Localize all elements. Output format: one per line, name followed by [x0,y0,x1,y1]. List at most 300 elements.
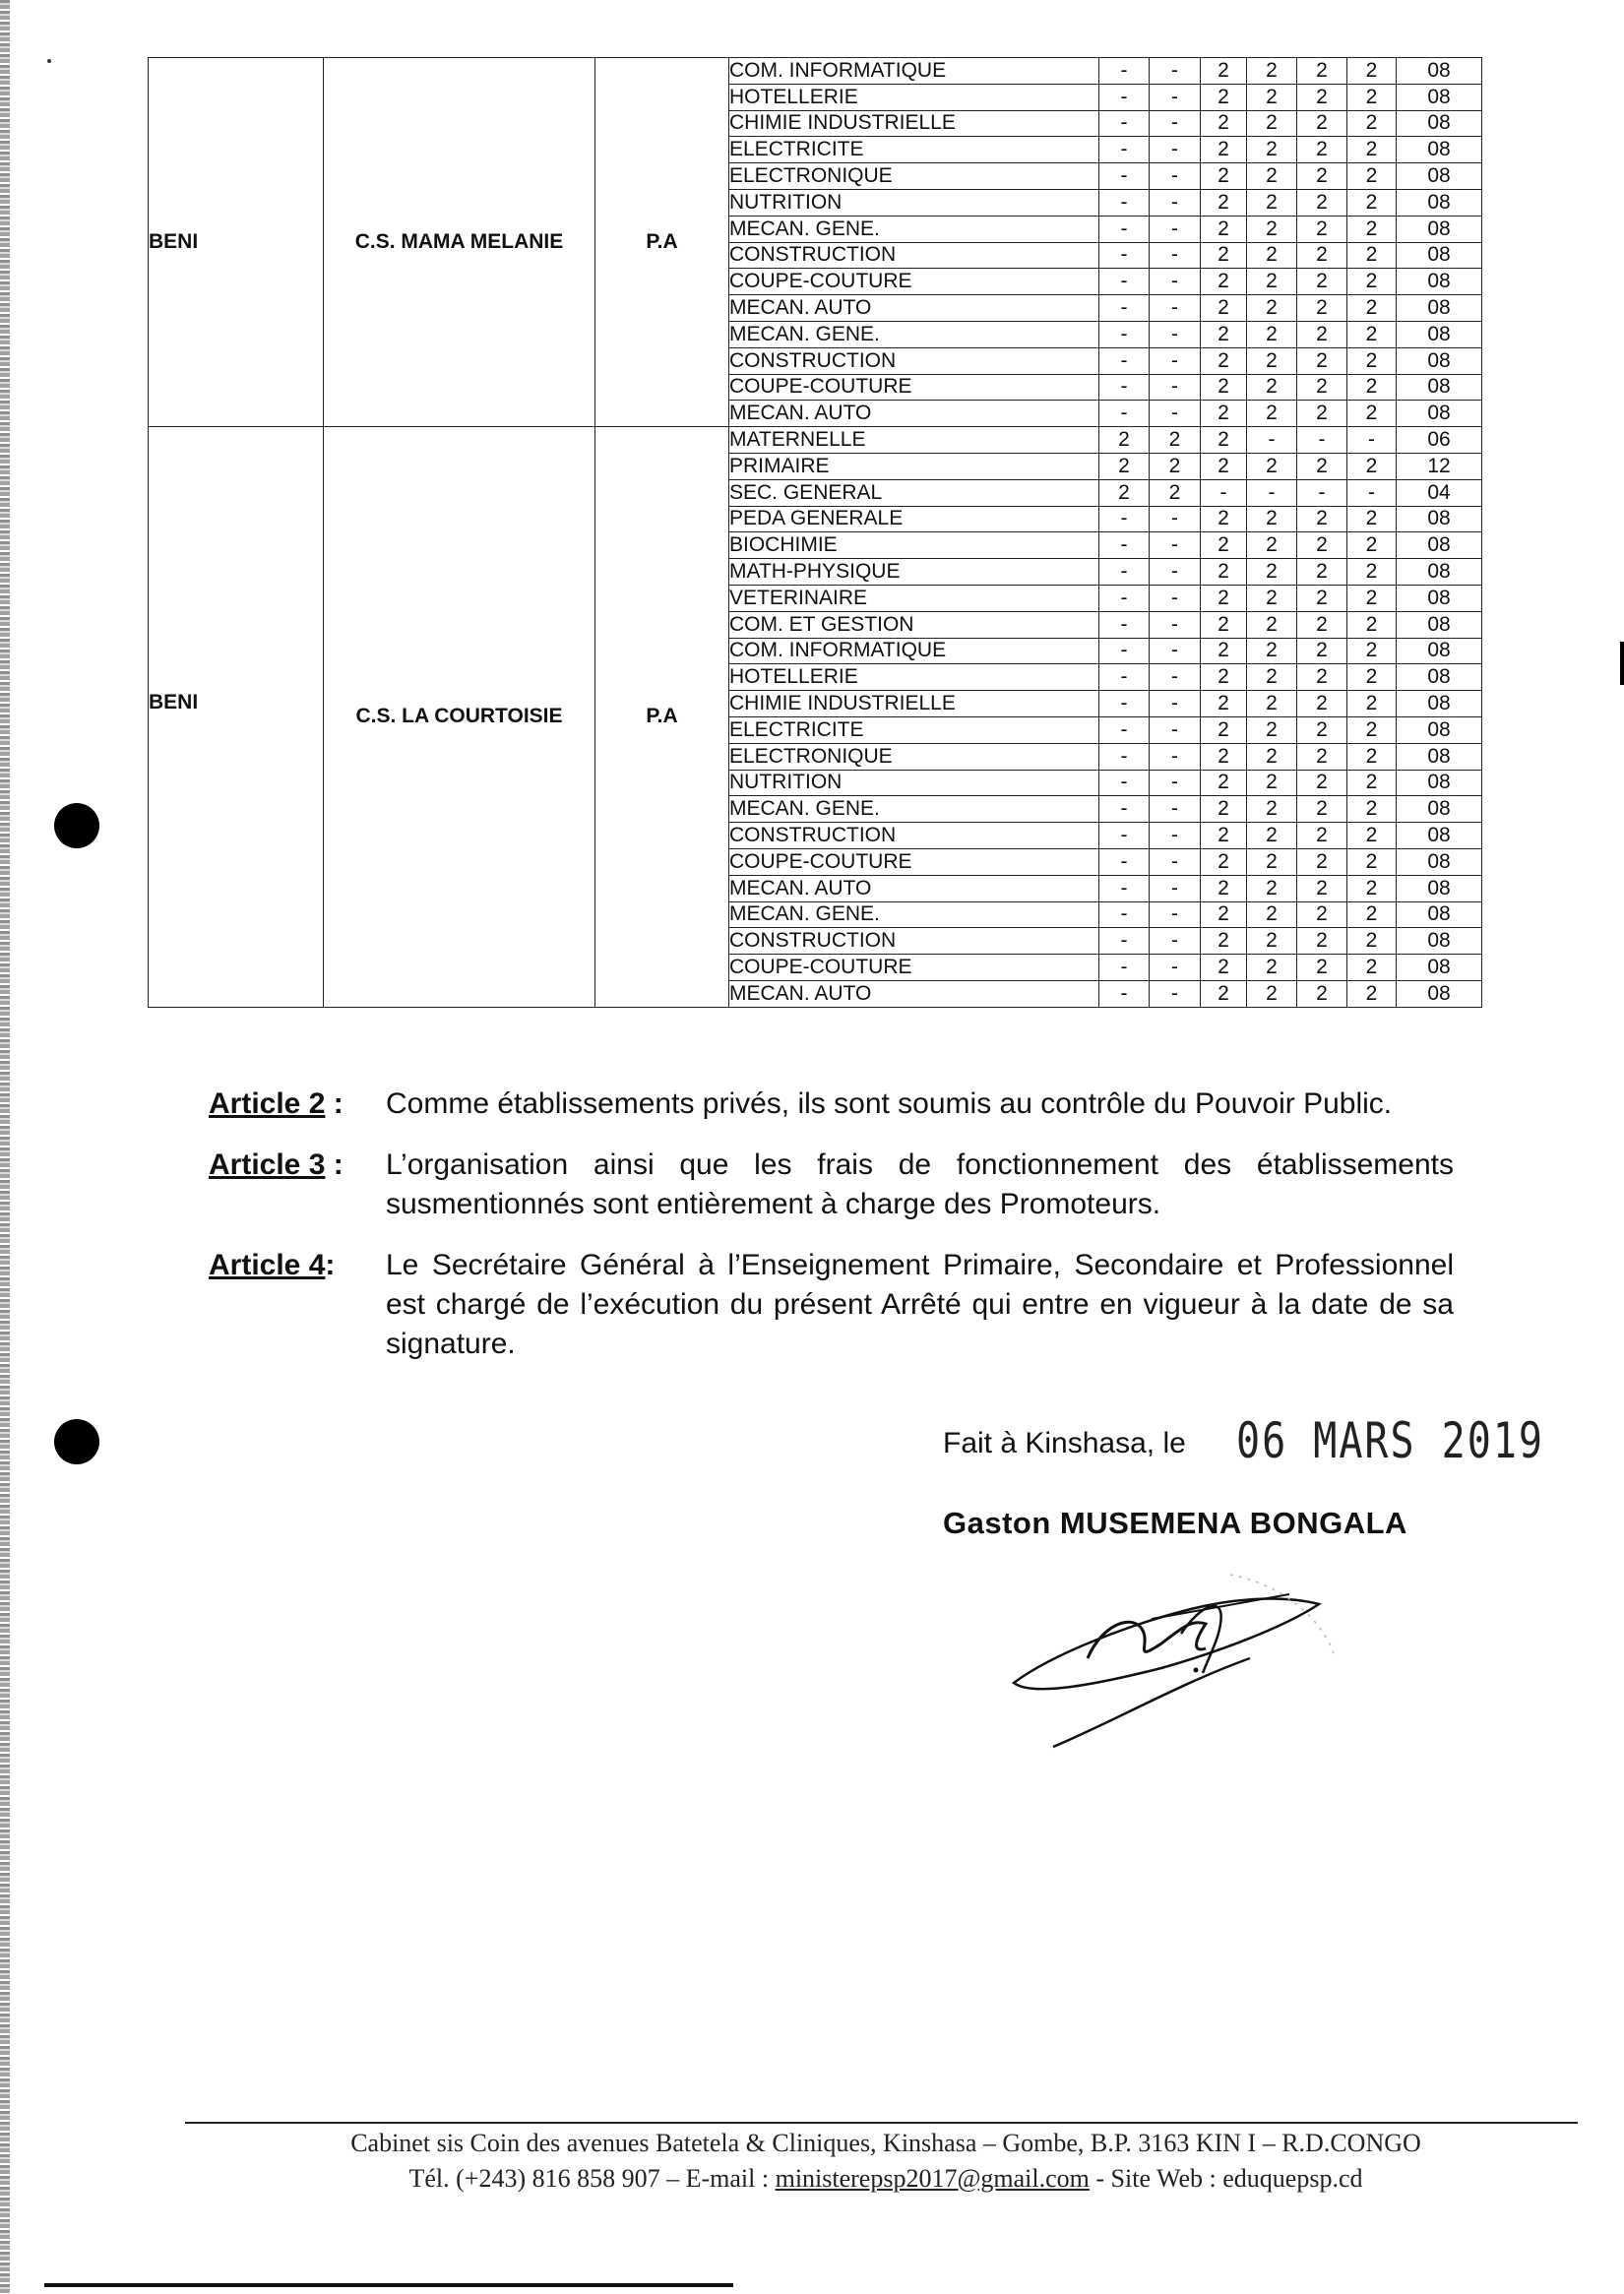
place-text: Fait à Kinshasa, le [943,1427,1186,1459]
count-cell: 2 [1247,716,1297,743]
count-cell: 2 [1347,585,1397,611]
total-cell: 08 [1397,242,1482,269]
count-cell: 2 [1099,479,1150,506]
scan-edge-shadow [0,0,10,2294]
school-cell: C.S. MAMA MELANIE [324,58,595,427]
count-cell: 2 [1150,453,1201,479]
count-cell: 2 [1247,743,1297,770]
count-cell: - [1099,770,1150,796]
footer-divider [185,2122,1578,2124]
count-cell: 2 [1201,269,1247,295]
total-cell: 08 [1397,189,1482,216]
count-cell: 2 [1297,242,1347,269]
total-cell: 08 [1397,559,1482,586]
count-cell: 2 [1297,189,1347,216]
count-cell: 2 [1247,875,1297,901]
count-cell: 2 [1247,321,1297,347]
count-cell: 2 [1247,770,1297,796]
count-cell: - [1099,980,1150,1007]
option-cell: NUTRITION [729,770,1099,796]
count-cell: 2 [1297,691,1347,717]
total-cell: 08 [1397,295,1482,322]
count-cell: 2 [1297,980,1347,1007]
total-cell: 08 [1397,532,1482,559]
count-cell: - [1099,401,1150,427]
option-cell: COUPE-COUTURE [729,848,1099,875]
count-cell: - [1150,189,1201,216]
count-cell: 2 [1297,823,1347,849]
option-cell: MECAN. AUTO [729,401,1099,427]
count-cell: 2 [1347,242,1397,269]
count-cell: 2 [1201,532,1247,559]
count-cell: 2 [1297,401,1347,427]
total-cell: 08 [1397,585,1482,611]
count-cell: - [1150,532,1201,559]
count-cell: 2 [1201,585,1247,611]
count-cell: - [1150,638,1201,664]
count-cell: 2 [1201,427,1247,454]
count-cell: 2 [1201,321,1247,347]
count-cell: 2 [1347,875,1397,901]
article-heading: Article 4: [209,1249,336,1281]
count-cell: 2 [1297,611,1347,638]
count-cell: - [1247,427,1297,454]
total-cell: 08 [1397,901,1482,928]
count-cell: - [1099,823,1150,849]
total-cell: 08 [1397,216,1482,242]
count-cell: 2 [1150,427,1201,454]
count-cell: 2 [1247,823,1297,849]
article-2 [209,1085,1454,1124]
option-cell: MECAN. GENE. [729,901,1099,928]
count-cell: 2 [1347,559,1397,586]
count-cell: 2 [1247,532,1297,559]
total-cell: 08 [1397,611,1482,638]
count-cell: 2 [1247,58,1297,85]
count-cell: - [1150,347,1201,374]
count-cell: 2 [1099,453,1150,479]
count-cell: 2 [1201,506,1247,532]
option-cell: VETERINAIRE [729,585,1099,611]
count-cell: 2 [1297,928,1347,955]
count-cell: 2 [1297,559,1347,586]
count-cell: 2 [1201,770,1247,796]
table-row [149,427,1482,454]
count-cell: - [1099,163,1150,190]
count-cell: 2 [1297,955,1347,981]
count-cell: 2 [1347,532,1397,559]
count-cell: - [1099,585,1150,611]
option-cell: MECAN. GENE. [729,216,1099,242]
signer-name: Gaston MUSEMENA BONGALA [943,1506,1407,1540]
count-cell: 2 [1201,875,1247,901]
footer [148,2126,1624,2197]
count-cell: 2 [1201,638,1247,664]
count-cell: 2 [1247,295,1297,322]
option-cell: CONSTRUCTION [729,347,1099,374]
count-cell: 2 [1297,374,1347,401]
option-cell: CHIMIE INDUSTRIELLE [729,110,1099,137]
count-cell: 2 [1201,559,1247,586]
count-cell: - [1150,716,1201,743]
date-stamp: 06 MARS 2019 [1236,1413,1544,1470]
count-cell: 2 [1297,638,1347,664]
count-cell: 2 [1297,770,1347,796]
count-cell: 2 [1247,401,1297,427]
schools-table [148,57,1482,1008]
count-cell: 2 [1247,84,1297,110]
count-cell: 2 [1247,691,1297,717]
count-cell: 2 [1150,479,1201,506]
count-cell: 2 [1347,506,1397,532]
count-cell: - [1099,84,1150,110]
count-cell: 2 [1247,848,1297,875]
count-cell: 2 [1347,664,1397,691]
total-cell: 04 [1397,479,1482,506]
count-cell: 2 [1099,427,1150,454]
count-cell: - [1099,58,1150,85]
articles-section [209,1085,1454,1386]
count-cell: 2 [1297,216,1347,242]
count-cell: - [1150,84,1201,110]
total-cell: 12 [1397,453,1482,479]
count-cell: - [1150,875,1201,901]
count-cell: - [1099,743,1150,770]
count-cell: - [1150,743,1201,770]
option-cell: ELECTRONIQUE [729,163,1099,190]
total-cell: 08 [1397,823,1482,849]
option-cell: PRIMAIRE [729,453,1099,479]
option-cell: MATH-PHYSIQUE [729,559,1099,586]
count-cell: 2 [1201,716,1247,743]
option-cell: ELECTRONIQUE [729,743,1099,770]
total-cell: 08 [1397,401,1482,427]
count-cell: 2 [1347,611,1397,638]
count-cell: 2 [1297,901,1347,928]
count-cell: 2 [1347,823,1397,849]
count-cell: 2 [1247,453,1297,479]
total-cell: 08 [1397,374,1482,401]
count-cell: 2 [1201,163,1247,190]
count-cell: 2 [1247,796,1297,823]
count-cell: 2 [1347,295,1397,322]
count-cell: 2 [1201,980,1247,1007]
count-cell: 2 [1247,242,1297,269]
handwritten-signature [994,1565,1348,1752]
type-cell: P.A [595,427,729,1008]
count-cell: 2 [1247,980,1297,1007]
count-cell: 2 [1247,901,1297,928]
scan-speck [47,59,51,63]
option-cell: COM. ET GESTION [729,611,1099,638]
type-cell: P.A [595,58,729,427]
count-cell: - [1150,137,1201,163]
count-cell: - [1150,691,1201,717]
count-cell: - [1150,58,1201,85]
count-cell: 2 [1297,84,1347,110]
location-cell: BENI [149,58,324,427]
count-cell: 2 [1247,110,1297,137]
count-cell: 2 [1247,137,1297,163]
count-cell: - [1150,928,1201,955]
count-cell: - [1150,506,1201,532]
count-cell: - [1150,980,1201,1007]
option-cell: MECAN. GENE. [729,321,1099,347]
count-cell: 2 [1297,321,1347,347]
option-cell: SEC. GENERAL [729,479,1099,506]
count-cell: 2 [1347,848,1397,875]
table-row [149,58,1482,85]
count-cell: - [1297,427,1347,454]
total-cell: 08 [1397,743,1482,770]
count-cell: 2 [1347,163,1397,190]
location-cell: BENI [149,427,324,1008]
count-cell: - [1099,216,1150,242]
count-cell: 2 [1347,401,1397,427]
count-cell: 2 [1347,743,1397,770]
count-cell: - [1099,901,1150,928]
email-link[interactable]: ministerepsp2017@gmail.com [775,2164,1090,2193]
count-cell: - [1099,875,1150,901]
total-cell: 08 [1397,506,1482,532]
count-cell: - [1150,955,1201,981]
count-cell: - [1150,585,1201,611]
total-cell: 08 [1397,137,1482,163]
count-cell: 2 [1347,716,1397,743]
article-text: Le Secrétaire Général à l’Enseignement Primaire, Secondaire et Professionnel est chargé de l’exécution du présent Arrêté qui entre en vigueur à la date de sa signature. [386,1249,1454,1360]
count-cell: 2 [1347,980,1397,1007]
count-cell: - [1099,242,1150,269]
punch-hole-top [54,803,99,848]
count-cell: 2 [1201,928,1247,955]
count-cell: 2 [1297,137,1347,163]
count-cell: 2 [1247,559,1297,586]
count-cell: 2 [1247,269,1297,295]
count-cell: 2 [1201,216,1247,242]
schools-table-body [149,58,1482,1008]
count-cell: 2 [1347,638,1397,664]
count-cell: 2 [1201,955,1247,981]
count-cell: - [1347,479,1397,506]
count-cell: - [1150,848,1201,875]
count-cell: - [1150,664,1201,691]
option-cell: MECAN. AUTO [729,875,1099,901]
total-cell: 08 [1397,84,1482,110]
count-cell: 2 [1297,163,1347,190]
count-cell: - [1150,559,1201,586]
count-cell: - [1099,691,1150,717]
total-cell: 08 [1397,955,1482,981]
count-cell: - [1150,770,1201,796]
article-4 [209,1246,1454,1364]
count-cell: 2 [1347,691,1397,717]
count-cell: - [1099,189,1150,216]
count-cell: - [1150,242,1201,269]
option-cell: COUPE-COUTURE [729,955,1099,981]
count-cell: 2 [1201,58,1247,85]
count-cell: 2 [1347,110,1397,137]
total-cell: 08 [1397,928,1482,955]
option-cell: CHIMIE INDUSTRIELLE [729,691,1099,717]
count-cell: - [1099,137,1150,163]
count-cell: - [1099,716,1150,743]
count-cell: 2 [1247,611,1297,638]
count-cell: 2 [1201,84,1247,110]
total-cell: 08 [1397,347,1482,374]
count-cell: - [1099,664,1150,691]
count-cell: - [1150,295,1201,322]
total-cell: 08 [1397,716,1482,743]
count-cell: - [1247,479,1297,506]
count-cell: - [1099,347,1150,374]
count-cell: - [1150,163,1201,190]
count-cell: 2 [1201,110,1247,137]
count-cell: 2 [1247,506,1297,532]
count-cell: 2 [1201,137,1247,163]
count-cell: - [1150,823,1201,849]
footer-address: Cabinet sis Coin des avenues Batetela & Cliniques, Kinshasa – Gombe, B.P. 3163 KIN I – R.D.CONGO [350,2129,1421,2157]
count-cell: - [1099,321,1150,347]
article-text: L’organisation ainsi que les frais de fonctionnement des établissements susmentionnés sont entièrement à charge des Promoteurs. [386,1148,1454,1220]
count-cell: 2 [1347,901,1397,928]
count-cell: 2 [1297,453,1347,479]
total-cell: 08 [1397,269,1482,295]
count-cell: 2 [1297,796,1347,823]
count-cell: 2 [1201,848,1247,875]
count-cell: - [1099,928,1150,955]
total-cell: 08 [1397,321,1482,347]
count-cell: - [1201,479,1247,506]
count-cell: 2 [1247,216,1297,242]
count-cell: 2 [1297,875,1347,901]
total-cell: 08 [1397,110,1482,137]
count-cell: 2 [1201,664,1247,691]
count-cell: - [1099,955,1150,981]
count-cell: - [1099,110,1150,137]
count-cell: 2 [1347,84,1397,110]
count-cell: 2 [1297,532,1347,559]
count-cell: - [1099,269,1150,295]
count-cell: 2 [1201,242,1247,269]
count-cell: 2 [1247,585,1297,611]
count-cell: 2 [1247,189,1297,216]
count-cell: 2 [1201,189,1247,216]
count-cell: - [1150,216,1201,242]
total-cell: 08 [1397,848,1482,875]
option-cell: NUTRITION [729,189,1099,216]
count-cell: - [1099,295,1150,322]
count-cell: - [1099,796,1150,823]
option-cell: COUPE-COUTURE [729,374,1099,401]
count-cell: 2 [1297,585,1347,611]
count-cell: - [1150,110,1201,137]
count-cell: 2 [1247,347,1297,374]
option-cell: HOTELLERIE [729,664,1099,691]
option-cell: PEDA GENERALE [729,506,1099,532]
count-cell: - [1099,374,1150,401]
count-cell: 2 [1201,691,1247,717]
count-cell: - [1150,796,1201,823]
count-cell: 2 [1201,611,1247,638]
count-cell: - [1099,559,1150,586]
count-cell: 2 [1347,928,1397,955]
count-cell: 2 [1201,374,1247,401]
option-cell: COM. INFORMATIQUE [729,638,1099,664]
count-cell: 2 [1297,848,1347,875]
total-cell: 08 [1397,691,1482,717]
option-cell: ELECTRICITE [729,716,1099,743]
article-text: Comme établissements privés, ils sont soumis au contrôle du Pouvoir Public. [386,1087,1393,1120]
count-cell: 2 [1297,110,1347,137]
count-cell: 2 [1297,716,1347,743]
count-cell: - [1150,374,1201,401]
total-cell: 08 [1397,980,1482,1007]
total-cell: 08 [1397,58,1482,85]
count-cell: - [1099,506,1150,532]
count-cell: 2 [1347,269,1397,295]
total-cell: 08 [1397,664,1482,691]
count-cell: - [1150,269,1201,295]
punch-hole-bottom [54,1419,99,1464]
count-cell: - [1297,479,1347,506]
count-cell: 2 [1201,453,1247,479]
count-cell: 2 [1347,347,1397,374]
scan-edge-mark [1620,642,1624,685]
total-cell: 08 [1397,163,1482,190]
total-cell: 08 [1397,875,1482,901]
count-cell: 2 [1247,955,1297,981]
count-cell: 2 [1201,796,1247,823]
count-cell: 2 [1297,295,1347,322]
total-cell: 08 [1397,770,1482,796]
option-cell: HOTELLERIE [729,84,1099,110]
count-cell: 2 [1347,955,1397,981]
count-cell: - [1099,611,1150,638]
count-cell: 2 [1247,374,1297,401]
option-cell: CONSTRUCTION [729,928,1099,955]
count-cell: 2 [1347,374,1397,401]
count-cell: 2 [1201,901,1247,928]
count-cell: - [1150,611,1201,638]
count-cell: 2 [1201,295,1247,322]
count-cell: 2 [1347,137,1397,163]
option-cell: MECAN. AUTO [729,980,1099,1007]
signoff-place [943,1427,1186,1460]
option-cell: BIOCHIMIE [729,532,1099,559]
count-cell: 2 [1347,770,1397,796]
count-cell: 2 [1347,453,1397,479]
count-cell: - [1347,427,1397,454]
total-cell: 06 [1397,427,1482,454]
article-heading: Article 3 : [209,1148,344,1181]
bottom-edge-line [44,2283,733,2287]
count-cell: 2 [1297,506,1347,532]
footer-contact: Tél. (+243) 816 858 907 – E-mail : ministerepsp2017@gmail.com - Site Web : eduquepsp.cd [408,2164,1363,2193]
option-cell: CONSTRUCTION [729,242,1099,269]
option-cell: COUPE-COUTURE [729,269,1099,295]
option-cell: CONSTRUCTION [729,823,1099,849]
count-cell: - [1099,848,1150,875]
count-cell: - [1150,901,1201,928]
total-cell: 08 [1397,638,1482,664]
count-cell: 2 [1247,163,1297,190]
count-cell: 2 [1347,189,1397,216]
total-cell: 08 [1397,796,1482,823]
count-cell: 2 [1247,928,1297,955]
count-cell: 2 [1201,347,1247,374]
option-cell: MATERNELLE [729,427,1099,454]
article-3 [209,1146,1454,1224]
